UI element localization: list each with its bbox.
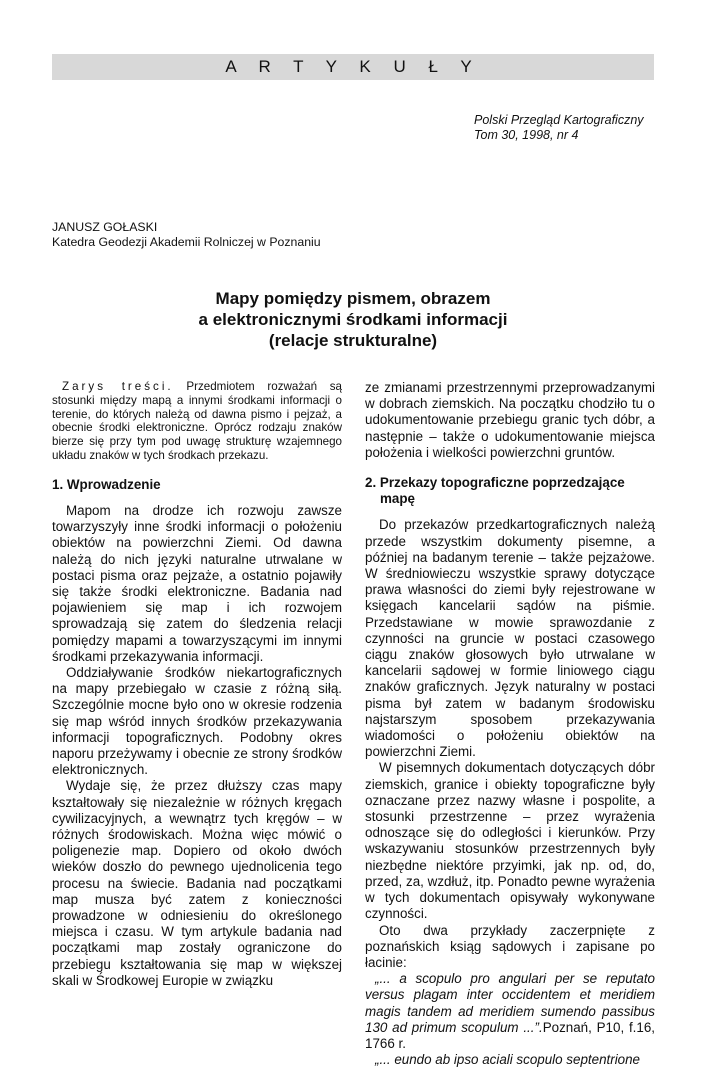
abstract-text: Przedmiotem rozważań są stosunki między mapą a innymi środkami informacji o terenie, do których należą od dawna pismo i pejzaż, a obecnie środki elektroniczne. Oprócz rodzaju znaków bierze się przy tym pod uwagę strukturę wzajemnego układu znaków w tych środkach przekazu. bbox=[52, 380, 342, 462]
section-1-heading: 1. Wprowadzenie bbox=[52, 476, 161, 492]
title-line-1: Mapy pomiędzy pismem, obrazem bbox=[215, 289, 491, 308]
title-line-3: (relacje strukturalne) bbox=[268, 331, 438, 350]
article-title bbox=[52, 288, 654, 351]
journal-name: Polski Przegląd Kartograficzny bbox=[474, 113, 644, 127]
left-column bbox=[52, 380, 342, 989]
journal-info bbox=[474, 113, 644, 143]
right-column bbox=[365, 380, 655, 1068]
author-affiliation: Katedra Geodezji Akademii Rolniczej w Poznaniu bbox=[52, 235, 321, 249]
author-name: JANUSZ GOŁASKI bbox=[52, 220, 158, 234]
section-banner: A R T Y K U Ł Y bbox=[52, 54, 654, 80]
journal-volume: Tom 30, 1998, nr 4 bbox=[474, 128, 579, 142]
quote-1-text: „... a scopulo pro angulari per se reputato versus plagam inter occidentem et meridiem magis tandem ad meridiem sumendo passibus 130 ad primum scopulum ...”. bbox=[365, 971, 655, 1035]
author-block bbox=[52, 220, 321, 250]
paragraph: Do przekazów przedkartograficznych należą przede wszystkim dokumenty pisemne, a później na badanym terenie – także pejzażowe. W średniowieczu wszystkie sprawy dotyczące prawa własności do ziemi były rejestrowane w księgach kancelarii sądów na piśmie. Przedstawiane w mowie sprawozdanie z czynności na gruncie w postaci czasowego ciągu znaków głosowych było utrwalane w kancelarii sądowej w formie liniowego ciągu znaków graficznych. Język naturalny w postaci pisma był zatem w badanym środowisku najstarszym sposobem przekazywania wiadomości o położeniu obiektów na powierzchni Ziemi. bbox=[365, 517, 655, 760]
paragraph: Wydaje się, że przez dłuższy czas mapy kształtowały się niezależnie w różnych kręgach cywilizacyjnych, a wewnątrz tych kręgów – w różnych środowiskach. Można więc mówić o poligenezie map. Dopiero od około dwóch wieków doszło do pewnego ujednolicenia tego procesu na świecie. Badania nad początkami map musza być zatem z konieczności prowadzone w odniesieniu do określonego miejsca i czasu. W tym artykule badania nad początkami map zostały ograniczone do przebiegu kształtowania się map w większej skali w Środkowej Europie w związku bbox=[52, 778, 342, 988]
abstract bbox=[52, 380, 342, 463]
abstract-lead: Zarys treści. bbox=[62, 380, 174, 393]
section-2-heading: 2. Przekazy topograficzne poprzedzające mapę bbox=[365, 475, 625, 507]
paragraph-continuation: ze zmianami przestrzennymi przeprowadzanymi w dobrach ziemskich. Na początku chodziło tu o udokumentowanie przebiegu granic tych dóbr, a następnie – także o udokumentowanie miejsca położenia i wielkości powierzchni gruntów. bbox=[365, 380, 655, 460]
paragraph: Oddziaływanie środków niekartograficznych na mapy przebiegało w czasie z różną siłą. Szczególnie mocne było ono w okresie rodzenia się map wśród innych środków przekazywania informacji topograficznych. Podobny okres naporu przeżywamy i obecnie ze strony środków elektronicznych. bbox=[52, 665, 342, 778]
latin-quote-2: „... eundo ab ipso aciali scopulo septentrione bbox=[375, 1052, 641, 1068]
title-line-2: a elektronicznymi środkami informacji bbox=[198, 310, 508, 329]
latin-quote-1 bbox=[365, 971, 655, 1052]
paragraph: Mapom na drodze ich rozwoju zawsze towarzyszyły inne środki informacji o położeniu obiektów na powierzchni Ziemi. Od dawna należą do nich języki naturalne utrwalane w postaci pisma oraz pejzaże, a ostatnio pojawiły się także środki elektroniczne. Badania nad pojawieniem się map i ich rozwojem sprowadzają się zatem do śledzenia relacji pomiędzy mapami a towarzyszącymi im innymi środkami przekazywania informacji. bbox=[52, 502, 342, 664]
quote-1-source: Poznań, P10, f.16, 1766 r. bbox=[365, 1019, 656, 1051]
paragraph: W pisemnych dokumentach dotyczących dóbr ziemskich, granice i obiekty topograficzne były oznaczane przez nazwy własne i pospolite, a stosunki przestrzenne – przez wyrażenia odnoszące się do odległości i kierunków. Przy wskazywaniu stosunków przestrzennych były niezbędne niektóre przyimki, jak np. od, do, przed, za, wzdłuż, itp. Ponadto pewne wyrażenia w tych dokumentach opisywały wykonywane czynności. bbox=[365, 760, 655, 922]
paragraph: Oto dwa przykłady zaczerpnięte z poznańskich ksiąg sądowych i zapisane po łacinie: bbox=[365, 922, 655, 970]
